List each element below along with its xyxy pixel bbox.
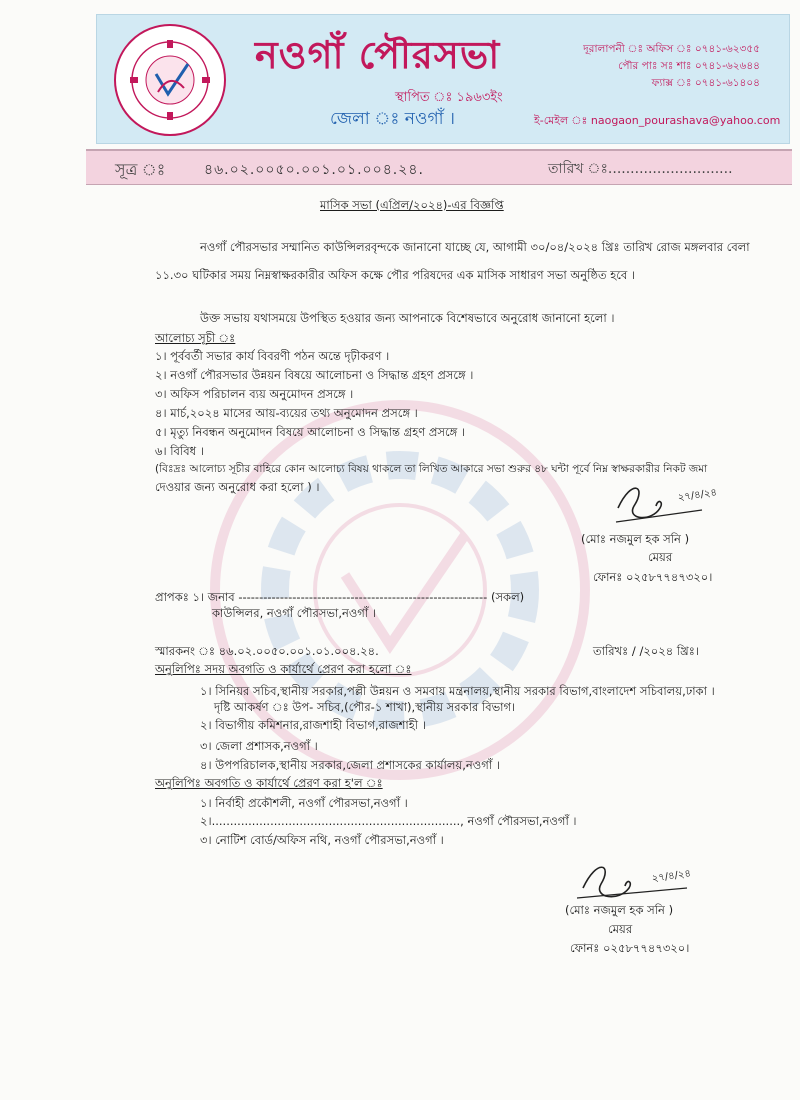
signatory-1-name: (মোঃ নজমুল হক সনি ) xyxy=(581,532,690,546)
copy-list-1-title: অনুলিপিঃ সদয় অবগতি ও কার্যার্থে প্রেরণ করা হলো ঃ xyxy=(155,662,412,676)
agenda-item: ১। পূর্ববর্তী সভার কার্য বিবরণী পঠন অন্তে দৃঢ়ীকরণ । xyxy=(155,349,390,363)
agenda-item: ৩। অফিস পরিচালন ব্যয় অনুমোদন প্রসঙ্গে । xyxy=(155,387,354,401)
copy-list-1-item: ৩। জেলা প্রশাসক,নওগাঁ । xyxy=(200,739,318,753)
signatory-1-phone: ফোনঃ ০২৫৮৭৭৪৭৩২০। xyxy=(593,570,713,584)
agenda-item: ৬। বিবিধ । xyxy=(155,444,204,458)
recipient-line: প্রাপকঃ ১। জনাব ------------------------------------------------------------ (সকল) xyxy=(155,590,525,604)
fax-number: ফ্যাক্স ঃ ০৭৪১-৬১৪০৪ xyxy=(651,77,760,89)
signatory-1-designation: মেয়র xyxy=(648,550,673,564)
copy-list-2-item: ১। নির্বাহী প্রকৌশলী, নওগাঁ পৌরসভা,নওগাঁ । xyxy=(200,796,408,810)
office-title: নওগাঁ পৌরসভা xyxy=(255,32,501,77)
phone-mayor: পৌর পাঃ সঃ শাঃ ০৭৪১-৬২৬৪৪ xyxy=(618,60,760,72)
notice-footnote-line-2: দেওয়ার জন্য অনুরোধ করা হলো ) । xyxy=(155,480,320,494)
pourashava-logo xyxy=(112,22,228,138)
signatory-2-name: (মোঃ নজমুল হক সনি ) xyxy=(565,903,674,917)
email-address: ই-মেইল ঃ naogaon_pourashava@yahoo.com xyxy=(534,114,781,127)
agenda-item: ২। নওগাঁ পৌরসভার উন্নয়ন বিষয়ে আলোচনা ও সিদ্ধান্ত গ্রহণ প্রসঙ্গে । xyxy=(155,368,474,382)
copy-list-2-item: ৩। নোটিশ বোর্ড/অফিস নথি, নওগাঁ পৌরসভা,নওগাঁ । xyxy=(200,833,444,847)
copy-list-1-item: ২। বিভাগীয় কমিশনার,রাজশাহী বিভাগ,রাজশাহী । xyxy=(200,718,426,732)
recipient-designation: কাউন্সিলর, নওগাঁ পৌরসভা,নওগাঁ । xyxy=(212,606,376,620)
agenda-item: ৫। মৃত্যু নিবন্ধন অনুমোদন বিষয়ে আলোচনা ও সিদ্ধান্ত গ্রহণ প্রসঙ্গে । xyxy=(155,425,466,439)
copy-list-2-title: অনুলিপিঃ অবগতি ও কার্যার্থে প্রেরণ করা হ'ল ঃ xyxy=(155,776,383,790)
notice-paragraph-line-2: ১১.৩০ ঘটিকার সময় নিম্নস্বাক্ষরকারীর অফিস কক্ষে পৌর পরিষদের এক মাসিক সাধারণ সভা অনুষ্ঠিত হবে । xyxy=(155,268,636,282)
ref-number: ৪৬.০২.০০৫০.০০১.০১.০০৪.২৪. xyxy=(204,162,424,178)
signatory-2-designation: মেয়র xyxy=(608,922,633,936)
notice-subject: মাসিক সভা (এপ্রিল/২০২৪)-এর বিজ্ঞপ্তি xyxy=(320,198,504,212)
established-text: স্থাপিত ঃ ১৯৬৩ইং xyxy=(395,90,503,105)
agenda-item: ৪। মার্চ,২০২৪ মাসের আয়-ব্যয়ের তথ্য অনুমোদন প্রসঙ্গে । xyxy=(155,406,418,420)
copy-list-1-item: দৃষ্টি আকর্ষণ ঃ উপ- সচিব,(পৌর-১ শাখা),স্থানীয় সরকার বিভাগ। xyxy=(214,700,516,714)
district-text: জেলা ঃ নওগাঁ । xyxy=(330,109,456,129)
notice-paragraph-2: উক্ত সভায় যথাসময়ে উপস্থিত হওয়ার জন্য আপনাকে বিশেষভাবে অনুরোধ জানানো হলো । xyxy=(200,311,615,325)
notice-paragraph-line-1: নওগাঁ পৌরসভার সম্মানিত কাউন্সিলরবৃন্দকে জানানো যাচ্ছে যে, আগামী ৩০/০৪/২০২৪ খ্রিঃ তারিখ রোজ মঙ্গলবার বেলা xyxy=(200,240,750,254)
signatory-2-phone: ফোনঃ ০২৫৮৭৭৪৭৩২০। xyxy=(570,941,690,955)
notice-footnote-line-1: (বিঃদ্রঃ আলোচ্য সূচীর বাহিরে কোন আলোচ্য বিষয় থাকলে তা লিখিত আকারে সভা শুরুর ৪৮ ঘন্টা পূর্বে নিম্ন স্বাক্ষরকারীর নিকট জমা xyxy=(155,463,708,475)
memo-number: স্মারকনং ঃ ৪৬.০২.০০৫০.০০১.০১.০০৪.২৪. xyxy=(155,644,379,658)
ref-label: সূত্র ঃ xyxy=(115,160,166,179)
copy-list-1-item: ৪। উপপরিচালক,স্থানীয় সরকার,জেলা প্রশাসকের কার্যালয়,নওগাঁ । xyxy=(200,758,500,772)
signature-1-date: ২৭/৪/২৪ xyxy=(677,487,718,504)
memo-date: তারিখঃ / /২০২৪ খ্রিঃ। xyxy=(593,644,699,658)
phone-office: দূরালাপনী ঃ অফিস ঃ ০৭৪১-৬২৩৫৫ xyxy=(583,43,760,55)
signature-2-date: ২৭/৪/২৪ xyxy=(651,868,692,885)
agenda-title: আলোচ্য সূচী ঃ xyxy=(155,331,236,345)
copy-list-1-item: ১। সিনিয়র সচিব,স্থানীয় সরকার,পল্লী উন্নয়ন ও সমবায় মন্ত্রনালয়,স্থানীয় সরকার বিভাগ,বাংলাদেশ সচিবালয়,ঢাকা । xyxy=(200,684,715,698)
date-label: তারিখ ঃ............................ xyxy=(548,161,733,177)
copy-list-2-item: ২।...................................................................., নওগাঁ পৌরসভা,নওগাঁ । xyxy=(200,814,577,828)
